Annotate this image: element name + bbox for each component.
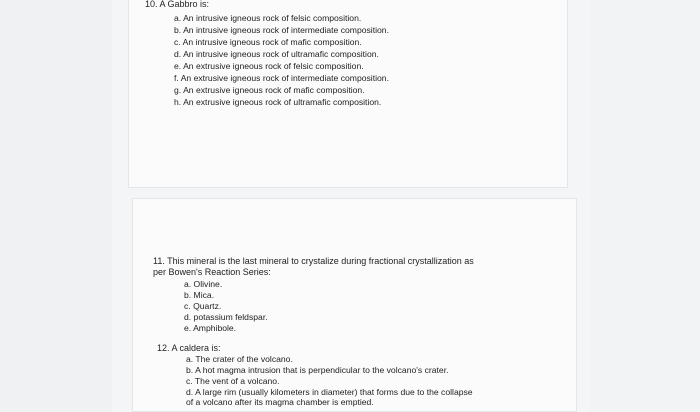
q10-option-b[interactable]: b. An intrusive igneous rock of intermediate composition. <box>174 25 389 35</box>
question-10-title: 10. A Gabbro is: <box>145 0 210 9</box>
right-margin <box>590 0 700 412</box>
q12-option-d-continued: of a volcano after its magma chamber is emptied. <box>186 397 374 407</box>
question-11-title-line-2: per Bowen's Reaction Series: <box>153 267 271 277</box>
q10-option-g[interactable]: g. An extrusive igneous rock of mafic composition. <box>174 85 365 95</box>
q11-option-e[interactable]: e. Amphibole. <box>184 323 237 333</box>
q10-option-h[interactable]: h. An extrusive igneous rock of ultramafic composition. <box>174 97 382 107</box>
left-margin <box>0 0 112 412</box>
q10-option-e[interactable]: e. An extrusive igneous rock of felsic composition. <box>174 61 364 71</box>
q10-option-d[interactable]: d. An intrusive igneous rock of ultramafic composition. <box>174 49 379 59</box>
question-11-title-line-1: 11. This mineral is the last mineral to crystalize during fractional crystallization as <box>153 256 474 266</box>
q10-option-a[interactable]: a. An intrusive igneous rock of felsic composition. <box>174 13 362 23</box>
q11-option-c[interactable]: c. Quartz. <box>184 301 222 311</box>
q11-option-b[interactable]: b. Mica. <box>184 290 215 300</box>
q11-option-d[interactable]: d. potassium feldspar. <box>184 312 268 322</box>
q10-option-f[interactable]: f. An extrusive igneous rock of intermediate composition. <box>174 73 389 83</box>
q12-option-b[interactable]: b. A hot magma intrusion that is perpendicular to the volcano's crater. <box>186 365 449 375</box>
q11-option-a[interactable]: a. Olivine. <box>184 279 223 289</box>
q12-option-d[interactable]: d. A large rim (usually kilometers in diameter) that forms due to the collapse <box>186 387 473 397</box>
q12-option-a[interactable]: a. The crater of the volcano. <box>186 354 293 364</box>
question-12-title: 12. A caldera is: <box>157 343 221 353</box>
q10-option-c[interactable]: c. An intrusive igneous rock of mafic composition. <box>174 37 362 47</box>
q12-option-c[interactable]: c. The vent of a volcano. <box>186 376 280 386</box>
